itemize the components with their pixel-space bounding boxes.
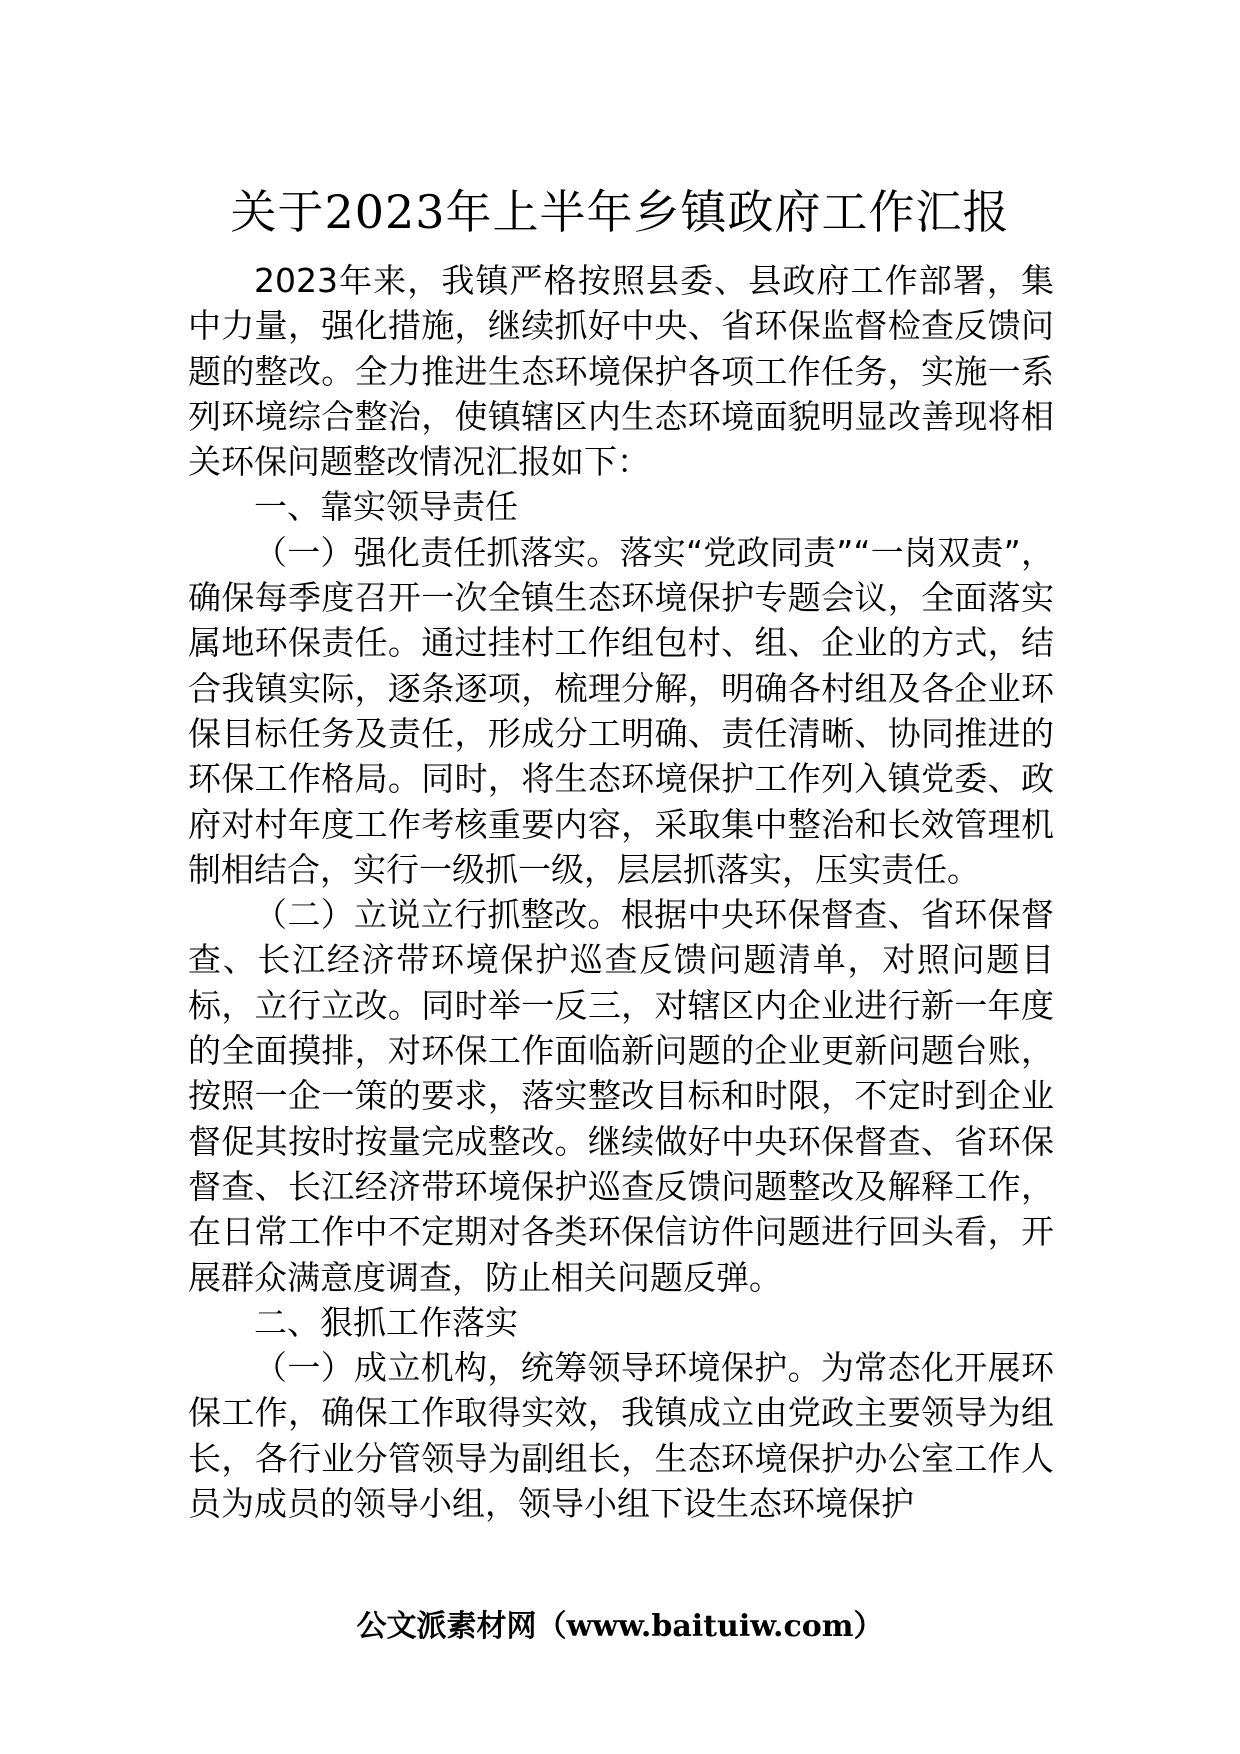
section-heading-1: 一、靠实领导责任 [254,487,518,527]
intro-paragraph: 2023年来，我镇严格按照县委、县政府工作部署，集中力量，强化措施，继续抓好中央、省环保监督检查反馈问题的整改。全力推进生态环境保护各项工作任务，实施一系列环境综合整治，使镇辖区内生态环境面貌明显改善现将相关环保问题整改情况汇报如下： [188,261,1054,482]
section-heading-2: 二、狠抓工作落实 [254,1302,518,1342]
document-body [188,258,1054,1526]
document-title: 关于2023年上半年乡镇政府工作汇报 [230,185,1010,239]
paragraph-1-2: （二）立说立行抓整改。根据中央环保督查、省环保督查、长江经济带环境保护巡查反馈问题清单，对照问题目标，立行立改。同时举一反三，对辖区内企业进行新一年度的全面摸排，对环保工作面临新问题的企业更新问题台账，按照一企一策的要求，落实整改目标和时限，不定时到企业督促其按时按量完成整改。继续做好中央环保督查、省环保督查、长江经济带环境保护巡查反馈问题整改及解释工作，在日常工作中不定期对各类环保信访件问题进行回头看，开展群众满意度调查，防止相关问题反弹。 [188,895,1054,1297]
paragraph-2-1: （一）成立机构，统筹领导环境保护。为常态化开展环保工作，确保工作取得实效，我镇成立由党政主要领导为组长，各行业分管领导为副组长，生态环境保护办公室工作人员为成员的领导小组，领导小组下设生态环境保护 [188,1348,1054,1524]
paragraph-1-1: （一）强化责任抓落实。落实“党政同责”“一岗双责”，确保每季度召开一次全镇生态环境保护专题会议，全面落实属地环保责任。通过挂村工作组包村、组、企业的方式，结合我镇实际，逐条逐项，梳理分解，明确各村组及各企业环保目标任务及责任，形成分工明确、责任清晰、协同推进的环保工作格局。同时，将生态环境保护工作列入镇党委、政府对村年度工作考核重要内容，采取集中整治和长效管理机制相结合，实行一级抓一级，层层抓落实，压实责任。 [188,532,1054,889]
footer-source: 公文派素材网（www.baituiw.com） [356,1609,884,1644]
